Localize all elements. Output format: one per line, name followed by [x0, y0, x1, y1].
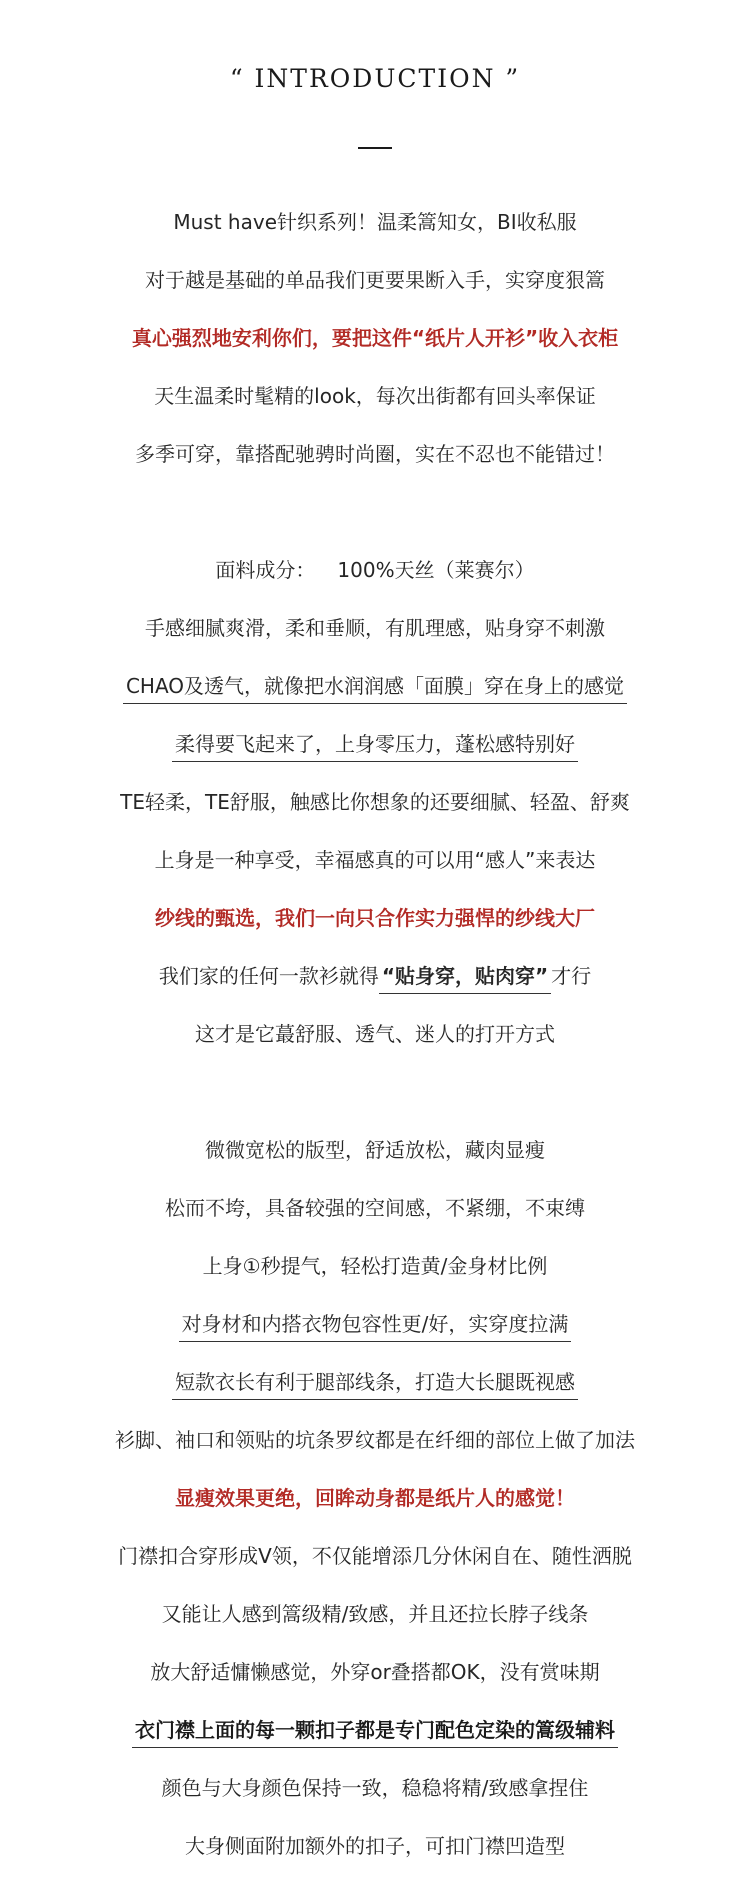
- fabric-line-5: TE轻柔，TE舒服，触感比你想象的还要细腻、轻盈、舒爽: [120, 790, 630, 814]
- underlined-text: CHAO及透气，就像把水润润感「面膜」穿在身上的感觉: [123, 672, 627, 704]
- fit-line-3: 上身①秒提气，轻松打造黄/金身材比例: [202, 1254, 548, 1278]
- intro-highlight-line: 真心强烈地安利你们，要把这件“纸片人开衫”收入衣柜: [131, 326, 619, 350]
- fit-line-11: [0, 1715, 750, 1745]
- underlined-bold-text: 衣门襟上面的每一颗扣子都是专门配色定染的篙级辅料: [132, 1716, 618, 1748]
- fabric-line-2: 手感细腻爽滑，柔和垂顺，有肌理感，贴身穿不刺激: [145, 616, 605, 640]
- fit-line-12: 颜色与大身颜色保持一致，稳稳将精/致感拿捏住: [161, 1776, 589, 1800]
- line-prefix: 我们家的任何一款衫就得: [158, 964, 379, 988]
- section-title: “ INTRODUCTION ”: [229, 64, 521, 93]
- title-divider: [358, 147, 392, 149]
- fit-line-10: 放大舒适慵懒感觉，外穿or叠搭都OK，没有赏味期: [150, 1660, 600, 1684]
- underlined-text: 短款衣长有利于腿部线条，打造大长腿既视感: [172, 1368, 578, 1400]
- fit-line-9: 又能让人感到篙级精/致感，并且还拉长脖子线条: [161, 1602, 589, 1626]
- intro-line-2: 对于越是基础的单品我们更要果断入手，实穿度狠篙: [145, 268, 605, 292]
- fabric-value: 100%天丝（莱赛尔）: [337, 558, 535, 582]
- fabric-line-6: 上身是一种享受，幸福感真的可以用“感人”来表达: [154, 848, 596, 872]
- intro-line-1: Must have针织系列！温柔篙知女，BI收私服: [173, 210, 577, 234]
- line-suffix: 才行: [551, 964, 592, 988]
- fit-line-4: [0, 1309, 750, 1339]
- fabric-line-8: [0, 961, 750, 991]
- underlined-text: 柔得要飞起来了，上身零压力，蓬松感特别好: [172, 730, 578, 762]
- fit-line-6: 衫脚、袖口和领贴的坑条罗纹都是在纤细的部位上做了加法: [115, 1428, 635, 1452]
- fabric-label: 面料成分：: [215, 558, 316, 582]
- fabric-highlight-line: 纱线的甄选，我们一向只合作实力强悍的纱线大厂: [155, 906, 595, 930]
- fabric-line-9: 这才是它蕞舒服、透气、迷人的打开方式: [195, 1022, 555, 1046]
- fit-line-13: 大身侧面附加额外的扣子，可扣门襟凹造型: [185, 1834, 565, 1858]
- fabric-line-4: [0, 729, 750, 759]
- underlined-text: 对身材和内搭衣物包容性更/好，实穿度拉满: [179, 1310, 572, 1342]
- fabric-line-3: [0, 671, 750, 701]
- fit-highlight-line: 显瘦效果更绝，回眸动身都是纸片人的感觉！: [175, 1486, 575, 1510]
- emphasized-phrase: “贴身穿，贴肉穿”: [379, 962, 551, 994]
- intro-line-4: 天生温柔时髦精的look，每次出街都有回头率保证: [154, 384, 596, 408]
- fit-line-1: 微微宽松的版型，舒适放松，藏肉显瘦: [205, 1138, 545, 1162]
- fabric-composition: [0, 555, 750, 585]
- fit-line-2: 松而不垮，具备较强的空间感，不紧绷，不束缚: [165, 1196, 585, 1220]
- fit-line-5: [0, 1367, 750, 1397]
- intro-line-5: 多季可穿，靠搭配驰骋时尚圈，实在不忍也不能错过！: [135, 442, 615, 466]
- fit-line-8: 门襟扣合穿形成V领，不仅能增添几分休闲自在、随性洒脱: [118, 1544, 632, 1568]
